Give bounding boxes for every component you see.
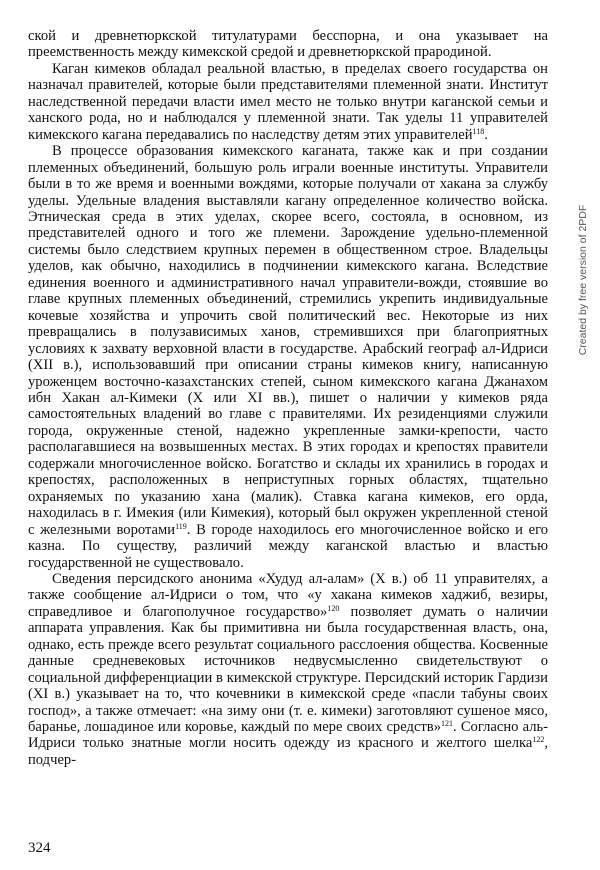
paragraph — [28, 61, 548, 143]
watermark-text: Created by free version of 2PDF — [577, 204, 589, 355]
paragraph — [28, 28, 548, 61]
watermark — [575, 182, 591, 377]
paragraph-text: В процессе образования кимекского каганата, также как и при создании племенных объединений, большую роль играли военные институты. Управители были в то же время и военными вождями, которые получали от хакана за службу уделы. Удельные владения выставляли кагану определенное количество войска. Этническая среда в этих уделах, скорее всего, состояла, в основном, из представителей одного и того же племени. Зарождение удельно-племенной системы было следствием крупных перемен в общественном строе. Владельцы уделов, как обычно, находились в подчинении кимекского кагана. Вследствие единения военного и административного начал управители-вожди, стоявшие во главе крупных племенных объединений, стремились укрепить индивидуальные кочевые хозяйства и упрочить свой политический вес. Некоторые из них превращались в полузависимых ханов, стремившихся при благоприятных условиях к захвату верховной власти в государстве. Арабский географ ал-Идриси (XII в.), использовавший при описании страны кимеков книгу, написанную уроженцем восточно-казахстанских степей, сыном кимекского кагана Джанахом ибн Хакан ал-Кимеки (X или XI вв.), пишет о наличии у кимеков ряда самостоятельных владений во главе с правителями. Их резиденциями служили города, окруженные стеной, надежно укрепленные замки-крепости, часто располагавшиеся на возвышенных местах. В этих городах и крепостях правители содержали многочисленное войско. Богатство и склады их хранились в городах и крепостях, расположенных в неприступных горных областях, тщательно охраняемых по указанию хана (малик). Ставка кагана кимеков, его орда, находилась в г. Имекия (или Кимекия), который был окружен укрепленной стеной с железными воротами — [28, 143, 548, 538]
paragraph-text: , подчер- — [28, 735, 548, 768]
paragraph-text: ской и древнетюркской титулатурами бесспорна, и она указывает на преемственность между кимекской средой и древнетюркской прародиной. — [28, 28, 548, 61]
paragraph-text: . В городе находилось его многочисленное войско и его казна. По существу, различий между каганской властью и властью государственной не существовало. — [28, 521, 549, 571]
footnote-reference: 119 — [175, 521, 187, 531]
paragraph-text: . Согласно аль-Идриси только знатные могли носить одежду из красного и желтого шелка — [28, 719, 549, 752]
footnote-reference: 120 — [327, 603, 340, 613]
footnote-reference: 121 — [441, 719, 453, 729]
footnote-reference: 122 — [532, 735, 545, 745]
footnote-reference: 118 — [472, 126, 485, 136]
paragraph — [28, 143, 548, 571]
paragraph-text: Сведения персидского анонима «Худуд ал-алам» (X в.) об 11 управителях, а также сообщение ал-Идриси о том, что «у хакана кимеков хаджиб, везиры, справедливое и благополучное государство» — [28, 570, 548, 620]
paragraph-text: Каган кимеков обладал реальной властью, в пределах своего государства он назначал правителей, которые были представителями племенной знати. Институт наследственной передачи власти имел место не только внутри каганской семьи и ханского рода, но и наблюдался у племенной знати. Так уделы 11 управителей кимекского кагана передавались по наследству детям этих управителей — [28, 60, 548, 143]
document-body — [28, 28, 548, 768]
paragraph — [28, 571, 548, 768]
page-number: 324 — [28, 840, 51, 856]
paragraph-text: позволяет думать о наличии аппарата управления. Как бы примитивна ни была государственная власть, она, однако, есть прежде всего результат социального расслоения общества. Косвенные данные средневековых источников недвусмысленно свидетельствуют о социальной дифференциации в кимекской структуре. Персидский историк Гардизи (XI в.) указывает на то, что кочевники в кимекской среде «пасли табуны своих господ», а также отмечает: «на зиму они (т. е. кимеки) заготовляют сушеное мясо, баранье, лошадиное или коровье, каждый по мере своих средств» — [28, 603, 549, 736]
paragraph-text: . — [484, 126, 488, 143]
